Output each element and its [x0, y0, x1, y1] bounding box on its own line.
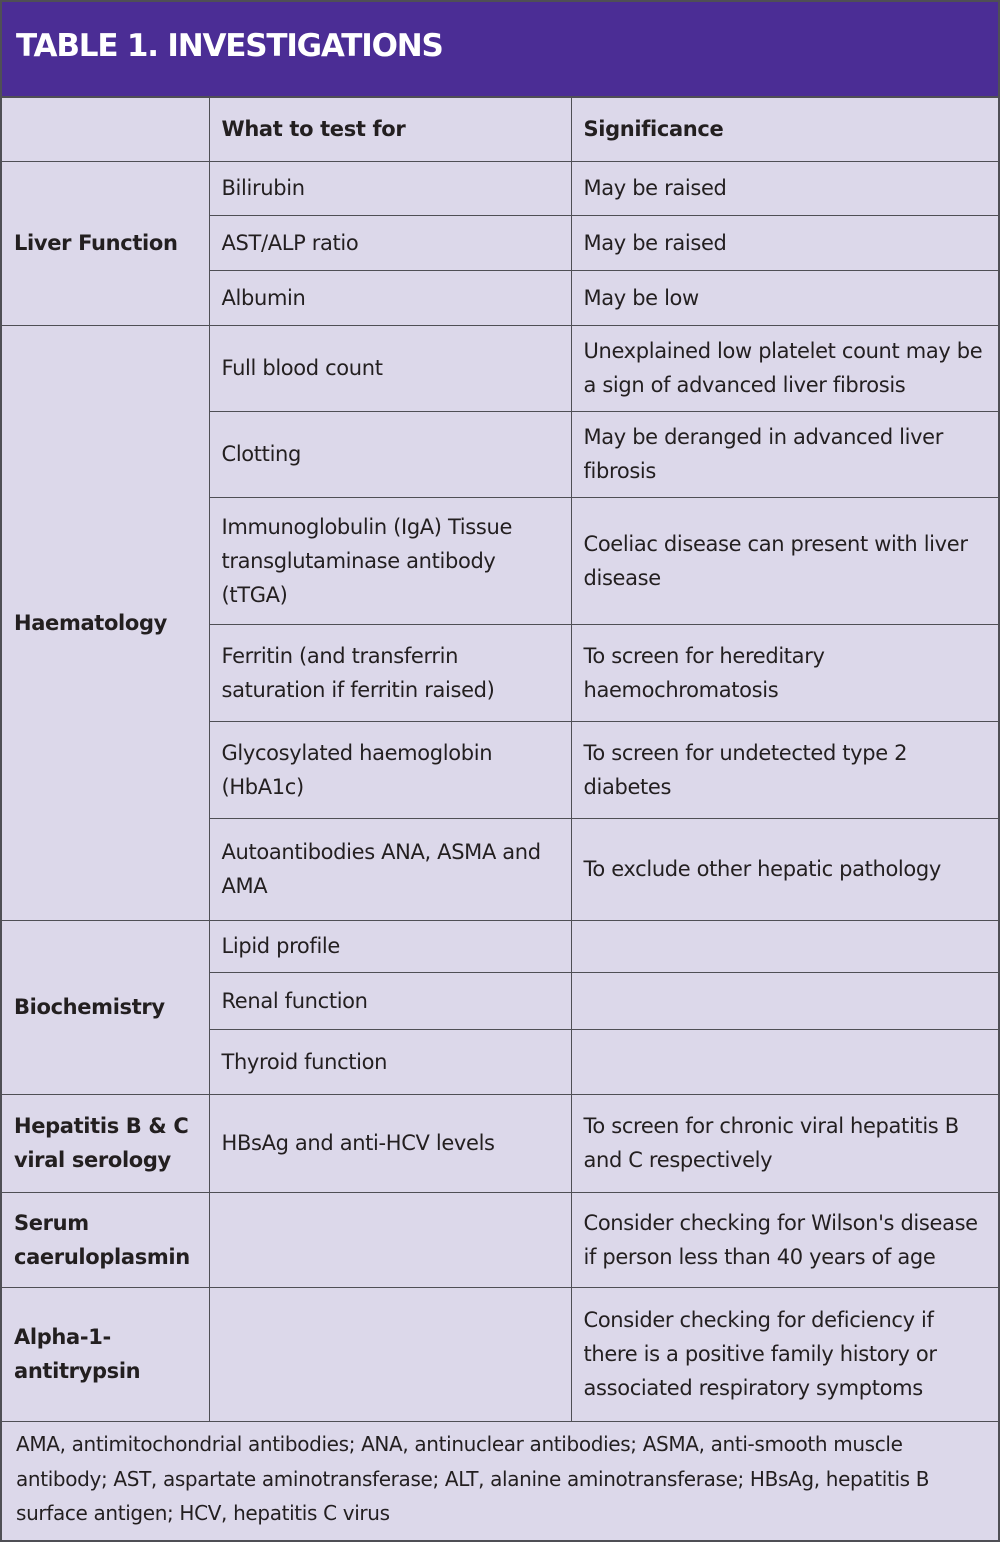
test-cell: Ferritin (and transferrin saturation if ferritin raised) — [209, 624, 571, 721]
significance-cell: May be raised — [571, 161, 998, 215]
significance-cell: To exclude other hepatic pathology — [571, 818, 998, 920]
title-bar — [2, 2, 998, 98]
test-cell: Full blood count — [209, 325, 571, 411]
abbreviations-footnote: AMA, antimitochondrial antibodies; ANA, antinuclear antibodies; ASMA, anti-smooth muscle antibody; AST, aspartate aminotransferase; ALT, alanine aminotransferase; HBsAg, hepatitis B surface antigen; HCV, hepatitis C virus — [16, 1432, 930, 1525]
category-biochemistry: Biochemistry — [2, 920, 209, 1094]
significance-cell — [571, 1029, 998, 1094]
table-row — [2, 325, 998, 411]
significance-cell: To screen for chronic viral hepatitis B and C respectively — [571, 1094, 998, 1192]
significance-cell: May be low — [571, 270, 998, 325]
table-row — [2, 1192, 998, 1287]
category-liver-function: Liver Function — [2, 161, 209, 325]
test-cell: Thyroid function — [209, 1029, 571, 1094]
test-cell — [209, 1192, 571, 1287]
test-cell — [209, 1287, 571, 1421]
header-category — [2, 98, 209, 161]
category-serum-caeruloplasmin: Serum caeruloplasmin — [2, 1192, 209, 1287]
test-cell: Autoantibodies ANA, ASMA and AMA — [209, 818, 571, 920]
table-row — [2, 1287, 998, 1421]
table-row — [2, 161, 998, 215]
test-cell: Glycosylated haemoglobin (HbA1c) — [209, 721, 571, 818]
significance-cell — [571, 920, 998, 972]
significance-cell: Consider checking for deficiency if there is a positive family history or associated respiratory symptoms — [571, 1287, 998, 1421]
header-test: What to test for — [209, 98, 571, 161]
investigations-table — [2, 98, 998, 1422]
test-cell: HBsAg and anti-HCV levels — [209, 1094, 571, 1192]
table-row — [2, 920, 998, 972]
test-cell: Bilirubin — [209, 161, 571, 215]
category-hepatitis-serology: Hepatitis B & C viral serology — [2, 1094, 209, 1192]
significance-cell — [571, 972, 998, 1029]
significance-cell: Unexplained low platelet count may be a sign of advanced liver fibrosis — [571, 325, 998, 411]
table-row — [2, 1094, 998, 1192]
test-cell: Clotting — [209, 411, 571, 497]
header-significance: Significance — [571, 98, 998, 161]
significance-cell: Consider checking for Wilson's disease if person less than 40 years of age — [571, 1192, 998, 1287]
header-row — [2, 98, 998, 161]
test-cell: AST/ALP ratio — [209, 215, 571, 270]
table-title: TABLE 1. INVESTIGATIONS — [16, 28, 443, 64]
significance-cell: To screen for hereditary haemochromatosis — [571, 624, 998, 721]
category-haematology: Haematology — [2, 325, 209, 920]
test-cell: Immunoglobulin (IgA) Tissue transglutaminase antibody (tTGA) — [209, 497, 571, 624]
category-alpha1-antitrypsin: Alpha-1-antitrypsin — [2, 1287, 209, 1421]
significance-cell: May be deranged in advanced liver fibrosis — [571, 411, 998, 497]
test-cell: Lipid profile — [209, 920, 571, 972]
significance-cell: May be raised — [571, 215, 998, 270]
test-cell: Renal function — [209, 972, 571, 1029]
significance-cell: Coeliac disease can present with liver disease — [571, 497, 998, 624]
test-cell: Albumin — [209, 270, 571, 325]
significance-cell: To screen for undetected type 2 diabetes — [571, 721, 998, 818]
